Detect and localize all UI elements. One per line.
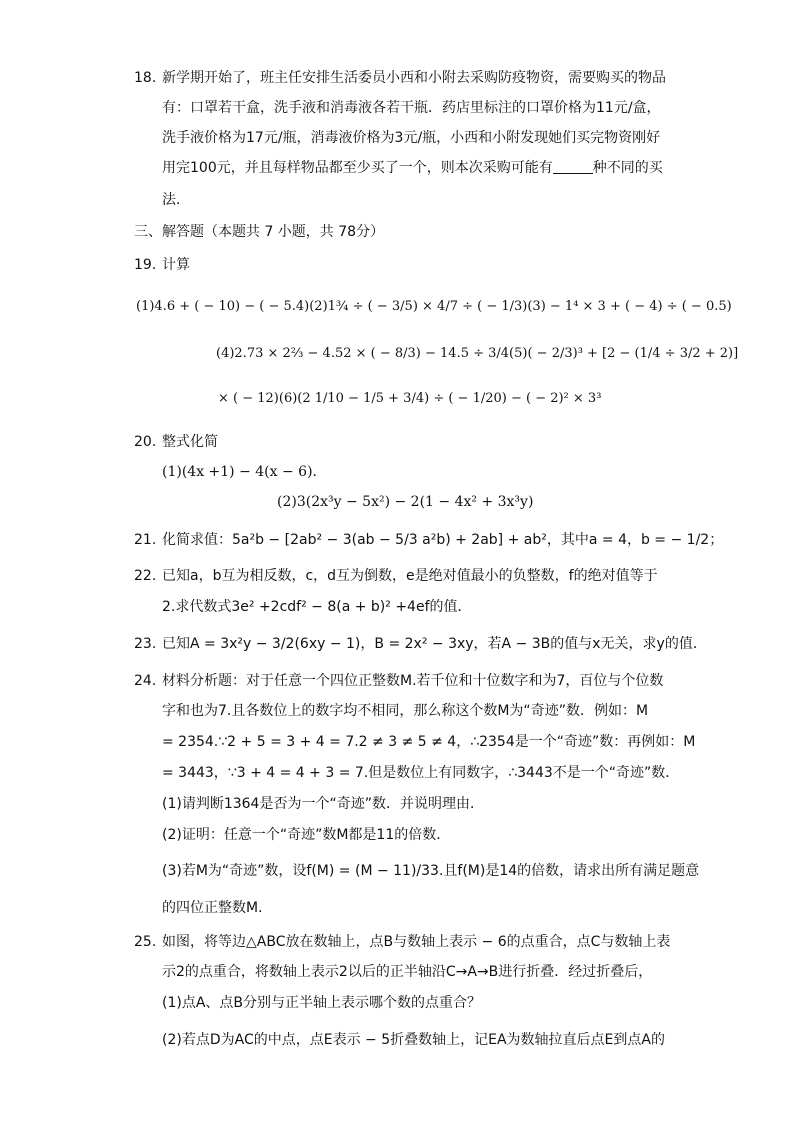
q18-number: 18. [134, 70, 157, 86]
q23-number: 23. [134, 636, 157, 652]
q24-line-3: = 2354.∵2 + 5 = 3 + 4 = 7.2 ≠ 3 ≠ 5 ≠ 4，∴2354是一个“奇迹”数：再例如：M [162, 734, 696, 750]
q22-number: 22. [134, 568, 157, 584]
q20-title: 整式化简 [162, 434, 218, 450]
q23-text: 已知A = 3x²y − 3/2(6xy − 1)，B = 2x² − 3xy，若A − 3B的值与x无关，求y的值． [162, 636, 707, 652]
q25-number: 25. [134, 934, 157, 950]
q24-line-4: = 3443，∵3 + 4 = 4 + 3 = 7.但是数位上有同数字，∴3443不是一个“奇迹”数． [162, 765, 680, 781]
q24-line-8: 的四位正整数M． [162, 900, 273, 916]
q18-line-1: 新学期开始了，班主任安排生活委员小西和小附去采购防疫物资，需要购买的物品 [162, 70, 666, 86]
q25-line-4: (2)若点D为AC的中点，点E表示 − 5折叠数轴上，记EA为数轴拉直后点E到点A的 [162, 1032, 665, 1048]
q24-line-2: 字和也为7.且各数位上的数字均不相同，那么称这个数M为“奇迹”数．例如：M [162, 703, 649, 719]
q19-line-1: (1)4.6 + ( − 10) − ( − 5.4)(2)1¾ ÷ ( − 3/5) × 4/7 ÷ ( − 1/3)(3) − 1⁴ × 3 + ( − 4) ÷ ( − 0.5) [136, 299, 732, 314]
q24-line-5: (1)请判断1364是否为一个“奇迹”数．并说明理由． [162, 796, 484, 812]
q24-line-1: 材料分析题：对于任意一个四位正整数M.若千位和十位数字和为7，百位与个位数 [162, 673, 664, 689]
q20-line-2: (2)3(2x³y − 5x²) − 2(1 − 4x² + 3x³y) [277, 494, 534, 510]
q24-number: 24. [134, 673, 157, 689]
q21-number: 21. [134, 532, 157, 548]
q24-line-6: (2)证明：任意一个“奇迹”数M都是11的倍数． [162, 827, 451, 843]
q19-title: 计算 [162, 257, 190, 273]
q18-line-4-text: 用完100元，并且每样物品都至少买了一个，则本次采购可能有 [162, 160, 553, 176]
q18-line-4 [162, 158, 663, 178]
answer-blank [553, 159, 593, 174]
q21-text: 化简求值：5a²b − [2ab² − 3(ab − 5/3 a²b) + 2ab] + ab²，其中a = 4，b = − 1/2； [162, 532, 724, 548]
q19-number: 19. [134, 257, 157, 273]
q19-line-2: (4)2.73 × 2⅔ − 4.52 × ( − 8/3) − 14.5 ÷ 3/4(5)( − 2/3)³ + [2 − (1/4 ÷ 3/2 + 2)] [216, 346, 739, 361]
q18-line-4-tail: 种不同的买 [592, 160, 663, 176]
q18-line-2: 有：口罩若干盒，洗手液和消毒液各若干瓶．药店里标注的口罩价格为11元/盒， [162, 100, 661, 116]
q25-line-1: 如图，将等边△ABC放在数轴上，点B与数轴上表示 − 6的点重合，点C与数轴上表 [162, 934, 671, 950]
q20-number: 20. [134, 434, 157, 450]
section-title: 三、解答题（本题共 7 小题，共 78分） [134, 224, 385, 240]
q18-line-5: 法． [162, 192, 190, 208]
q24-line-7: (3)若M为“奇迹”数，设f(M) = (M − 11)/33.且f(M)是14的倍数，请求出所有满足题意 [162, 863, 700, 879]
q19-line-3: × ( − 12)(6)(2 1/10 − 1/5 + 3/4) ÷ ( − 1/20) − ( − 2)² × 3³ [218, 391, 602, 406]
q22-line-2: 2.求代数式3e² +2cdf² − 8(a + b)² +4ef的值． [162, 599, 472, 615]
q25-line-3: (1)点A、点B分别与正半轴上表示哪个数的点重合？ [162, 995, 482, 1011]
q20-line-1: (1)(4x +1) − 4(x − 6)． [162, 464, 327, 480]
q25-line-2: 示2的点重合，将数轴上表示2以后的正半轴沿C→A→B进行折叠．经过折叠后， [162, 964, 653, 980]
q18-line-3: 洗手液价格为17元/瓶，消毒液价格为3元/瓶，小西和小附发现她们买完物资刚好 [162, 130, 661, 146]
q22-line-1: 已知a，b互为相反数，c，d互为倒数，e是绝对值最小的负整数，f的绝对值等于 [162, 568, 658, 584]
